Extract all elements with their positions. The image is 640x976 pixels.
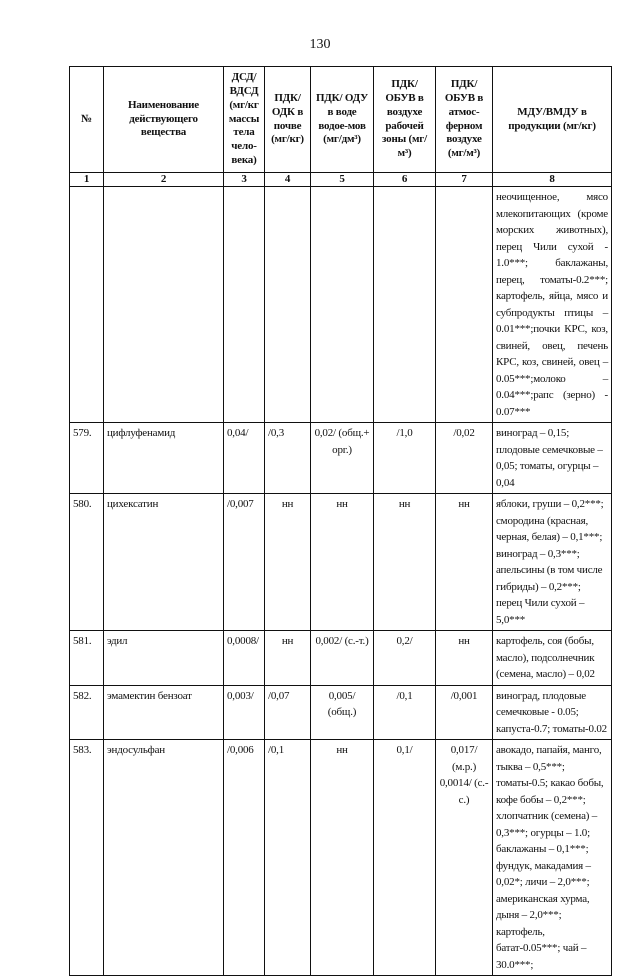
row-atm-air: /0,001	[436, 685, 493, 740]
row-water: 0,002/ (с.-т.)	[311, 631, 374, 686]
row-num: 581.	[70, 631, 104, 686]
continuation-mrl: неочищенное, мясо млекопитающих (кроме морских животных), перец Чили сухой - 1.0***; баклажаны, перец, томаты-0.2***; картофель, яйца, мясо и субпродукты птицы – 0.01***;почки КРС, коз, свиней, овец, печень КРС, коз, свиней, овец – 0.05***;молоко – 0.04***;рапс (зерно) - 0.07***	[493, 187, 612, 423]
row-name: эдил	[104, 631, 224, 686]
row-adi: 0,04/	[224, 423, 265, 494]
row-work-air: нн	[374, 494, 436, 631]
table-row	[70, 494, 612, 631]
continuation-row	[70, 187, 612, 423]
column-number: 8	[493, 173, 612, 187]
row-soil: /0,3	[265, 423, 311, 494]
table-row	[70, 740, 612, 976]
row-mrl: яблоки, груши – 0,2***; смородина (красная, черная, белая) – 0,1***; виноград – 0,3***; апельсины (в том числе гибриды) – 0,2***; перец Чили сухой – 5,0***	[493, 494, 612, 631]
row-name: цифлуфенамид	[104, 423, 224, 494]
header-water: ПДК/ ОДУ в воде водое-мов (мг/дм³)	[311, 67, 374, 173]
header-num: №	[70, 67, 104, 173]
header-soil: ПДК/ ОДК в почве (мг/кг)	[265, 67, 311, 173]
header-work-air: ПДК/ ОБУВ в воздухе рабочей зоны (мг/м³)	[374, 67, 436, 173]
row-num: 583.	[70, 740, 104, 976]
column-number: 6	[374, 173, 436, 187]
column-number: 5	[311, 173, 374, 187]
pesticide-table	[69, 66, 612, 976]
column-number-row	[70, 173, 612, 187]
row-soil: /0,1	[265, 740, 311, 976]
row-mrl: виноград – 0,15; плодовые семечковые – 0,05; томаты, огурцы – 0,04	[493, 423, 612, 494]
row-adi: 0,0008/	[224, 631, 265, 686]
row-num: 580.	[70, 494, 104, 631]
header-mrl: МДУ/ВМДУ в продукции (мг/кг)	[493, 67, 612, 173]
row-soil: нн	[265, 631, 311, 686]
row-work-air: /1,0	[374, 423, 436, 494]
row-work-air: /0,1	[374, 685, 436, 740]
row-mrl: авокадо, папайя, манго, тыква – 0,5***; томаты-0.5; какао бобы, кофе бобы – 0,2***; хлопчатник (семена) – 0,3***; огурцы – 1.0; баклажаны – 0,1***; фундук, макадамия – 0,02*; личи – 2,0***; американская хурма, дыня – 2,0***; картофель, батат-0.05***; чай – 30.0***;	[493, 740, 612, 976]
row-water: 0,005/ (общ.)	[311, 685, 374, 740]
table-row	[70, 423, 612, 494]
column-number: 3	[224, 173, 265, 187]
row-water: 0,02/ (общ.+ орг.)	[311, 423, 374, 494]
row-water: нн	[311, 494, 374, 631]
table-row	[70, 685, 612, 740]
row-atm-air: нн	[436, 631, 493, 686]
row-adi: /0,007	[224, 494, 265, 631]
row-adi: /0,006	[224, 740, 265, 976]
row-mrl: виноград, плодовые семечковые - 0.05; капуста-0.7; томаты-0.02	[493, 685, 612, 740]
row-num: 582.	[70, 685, 104, 740]
row-name: эндосульфан	[104, 740, 224, 976]
row-mrl: картофель, соя (бобы, масло), подсолнечник (семена, масло) – 0,02	[493, 631, 612, 686]
row-work-air: 0,1/	[374, 740, 436, 976]
row-adi: 0,003/	[224, 685, 265, 740]
table-row	[70, 631, 612, 686]
row-atm-air: /0,02	[436, 423, 493, 494]
row-num: 579.	[70, 423, 104, 494]
row-soil: нн	[265, 494, 311, 631]
row-soil: /0,07	[265, 685, 311, 740]
row-water: нн	[311, 740, 374, 976]
column-number: 4	[265, 173, 311, 187]
row-name: эмамектин бензоат	[104, 685, 224, 740]
row-atm-air: нн	[436, 494, 493, 631]
header-name: Наименование действующего вещества	[104, 67, 224, 173]
row-atm-air: 0,017/ (м.р.) 0,0014/ (с.-с.)	[436, 740, 493, 976]
row-work-air: 0,2/	[374, 631, 436, 686]
page-number: 130	[309, 37, 331, 52]
column-number: 2	[104, 173, 224, 187]
row-name: цихексатин	[104, 494, 224, 631]
column-number: 1	[70, 173, 104, 187]
column-number: 7	[436, 173, 493, 187]
header-adi: ДСД/ ВДСД (мг/кг массы тела чело-века)	[224, 67, 265, 173]
header-row	[70, 67, 612, 173]
header-atm-air: ПДК/ ОБУВ в атмос-ферном воздухе (мг/м³)	[436, 67, 493, 173]
